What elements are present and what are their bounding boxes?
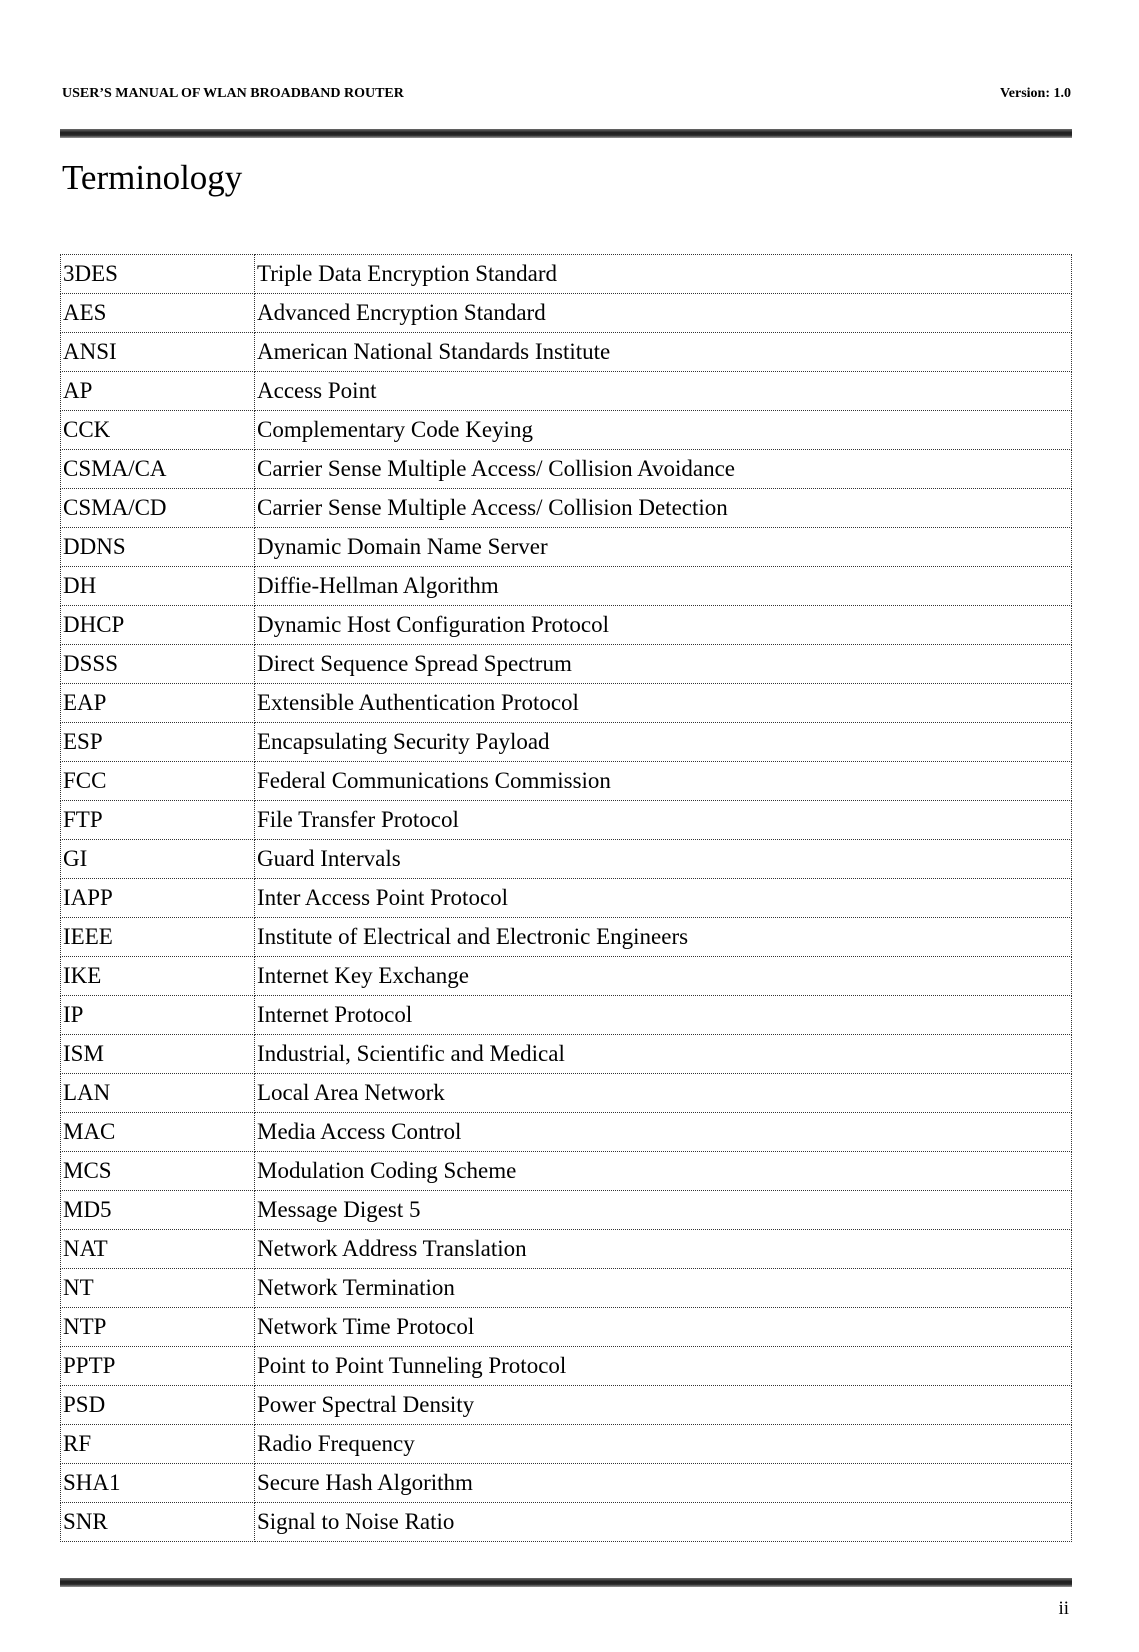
term-meaning: Dynamic Domain Name Server	[255, 528, 1072, 567]
term-abbreviation: IP	[61, 996, 255, 1035]
term-meaning: Encapsulating Security Payload	[255, 723, 1072, 762]
table-row	[61, 567, 1072, 606]
term-meaning: Internet Key Exchange	[255, 957, 1072, 996]
term-abbreviation: IAPP	[61, 879, 255, 918]
table-row	[61, 1386, 1072, 1425]
term-abbreviation: CSMA/CA	[61, 450, 255, 489]
term-meaning: Local Area Network	[255, 1074, 1072, 1113]
term-meaning: Carrier Sense Multiple Access/ Collision Avoidance	[255, 450, 1072, 489]
terminology-table	[60, 254, 1072, 1542]
term-abbreviation: EAP	[61, 684, 255, 723]
term-meaning: Guard Intervals	[255, 840, 1072, 879]
term-abbreviation: DHCP	[61, 606, 255, 645]
term-meaning: Modulation Coding Scheme	[255, 1152, 1072, 1191]
term-abbreviation: PPTP	[61, 1347, 255, 1386]
table-row	[61, 450, 1072, 489]
terminology-table-body	[61, 255, 1072, 1542]
term-meaning: Network Termination	[255, 1269, 1072, 1308]
term-abbreviation: MAC	[61, 1113, 255, 1152]
table-row	[61, 1113, 1072, 1152]
table-row	[61, 528, 1072, 567]
term-abbreviation: IKE	[61, 957, 255, 996]
term-abbreviation: DSSS	[61, 645, 255, 684]
term-meaning: File Transfer Protocol	[255, 801, 1072, 840]
term-abbreviation: ESP	[61, 723, 255, 762]
manual-title: USER’S MANUAL OF WLAN BROADBAND ROUTER	[62, 86, 404, 101]
term-meaning: American National Standards Institute	[255, 333, 1072, 372]
table-row	[61, 1308, 1072, 1347]
table-row	[61, 1464, 1072, 1503]
term-abbreviation: MCS	[61, 1152, 255, 1191]
term-meaning: Carrier Sense Multiple Access/ Collision Detection	[255, 489, 1072, 528]
term-abbreviation: 3DES	[61, 255, 255, 294]
table-row	[61, 489, 1072, 528]
term-meaning: Advanced Encryption Standard	[255, 294, 1072, 333]
table-row	[61, 1152, 1072, 1191]
term-abbreviation: NAT	[61, 1230, 255, 1269]
table-row	[61, 957, 1072, 996]
table-row	[61, 1191, 1072, 1230]
header-divider	[60, 129, 1072, 138]
term-meaning: Federal Communications Commission	[255, 762, 1072, 801]
term-abbreviation: SNR	[61, 1503, 255, 1542]
term-abbreviation: ANSI	[61, 333, 255, 372]
term-meaning: Institute of Electrical and Electronic Engineers	[255, 918, 1072, 957]
page-title: Terminology	[62, 158, 243, 197]
term-meaning: Network Address Translation	[255, 1230, 1072, 1269]
term-abbreviation: NTP	[61, 1308, 255, 1347]
term-abbreviation: GI	[61, 840, 255, 879]
term-meaning: Radio Frequency	[255, 1425, 1072, 1464]
table-row	[61, 723, 1072, 762]
table-row	[61, 996, 1072, 1035]
table-row	[61, 1035, 1072, 1074]
table-row	[61, 606, 1072, 645]
table-row	[61, 801, 1072, 840]
term-abbreviation: ISM	[61, 1035, 255, 1074]
table-row	[61, 372, 1072, 411]
table-row	[61, 1074, 1072, 1113]
term-meaning: Media Access Control	[255, 1113, 1072, 1152]
term-meaning: Power Spectral Density	[255, 1386, 1072, 1425]
term-abbreviation: FTP	[61, 801, 255, 840]
term-meaning: Access Point	[255, 372, 1072, 411]
term-abbreviation: DH	[61, 567, 255, 606]
term-meaning: Network Time Protocol	[255, 1308, 1072, 1347]
term-abbreviation: RF	[61, 1425, 255, 1464]
table-row	[61, 684, 1072, 723]
table-row	[61, 1503, 1072, 1542]
table-row	[61, 1425, 1072, 1464]
table-row	[61, 411, 1072, 450]
table-row	[61, 918, 1072, 957]
term-abbreviation: FCC	[61, 762, 255, 801]
term-abbreviation: IEEE	[61, 918, 255, 957]
table-row	[61, 333, 1072, 372]
term-meaning: Internet Protocol	[255, 996, 1072, 1035]
term-meaning: Inter Access Point Protocol	[255, 879, 1072, 918]
table-row	[61, 1347, 1072, 1386]
term-abbreviation: DDNS	[61, 528, 255, 567]
table-row	[61, 1230, 1072, 1269]
footer-divider	[60, 1578, 1072, 1587]
term-abbreviation: CSMA/CD	[61, 489, 255, 528]
term-meaning: Industrial, Scientific and Medical	[255, 1035, 1072, 1074]
table-row	[61, 255, 1072, 294]
term-abbreviation: MD5	[61, 1191, 255, 1230]
term-meaning: Complementary Code Keying	[255, 411, 1072, 450]
term-abbreviation: AES	[61, 294, 255, 333]
term-abbreviation: SHA1	[61, 1464, 255, 1503]
term-abbreviation: NT	[61, 1269, 255, 1308]
version-label: Version: 1.0	[999, 86, 1071, 101]
page-header	[62, 86, 1071, 106]
term-abbreviation: LAN	[61, 1074, 255, 1113]
term-meaning: Secure Hash Algorithm	[255, 1464, 1072, 1503]
term-meaning: Extensible Authentication Protocol	[255, 684, 1072, 723]
term-meaning: Diffie-Hellman Algorithm	[255, 567, 1072, 606]
term-meaning: Dynamic Host Configuration Protocol	[255, 606, 1072, 645]
term-meaning: Triple Data Encryption Standard	[255, 255, 1072, 294]
term-meaning: Message Digest 5	[255, 1191, 1072, 1230]
page-number: ii	[1058, 1598, 1069, 1619]
table-row	[61, 840, 1072, 879]
term-meaning: Direct Sequence Spread Spectrum	[255, 645, 1072, 684]
term-abbreviation: AP	[61, 372, 255, 411]
table-row	[61, 1269, 1072, 1308]
term-abbreviation: CCK	[61, 411, 255, 450]
table-row	[61, 645, 1072, 684]
table-row	[61, 294, 1072, 333]
table-row	[61, 762, 1072, 801]
table-row	[61, 879, 1072, 918]
term-meaning: Signal to Noise Ratio	[255, 1503, 1072, 1542]
term-abbreviation: PSD	[61, 1386, 255, 1425]
term-meaning: Point to Point Tunneling Protocol	[255, 1347, 1072, 1386]
